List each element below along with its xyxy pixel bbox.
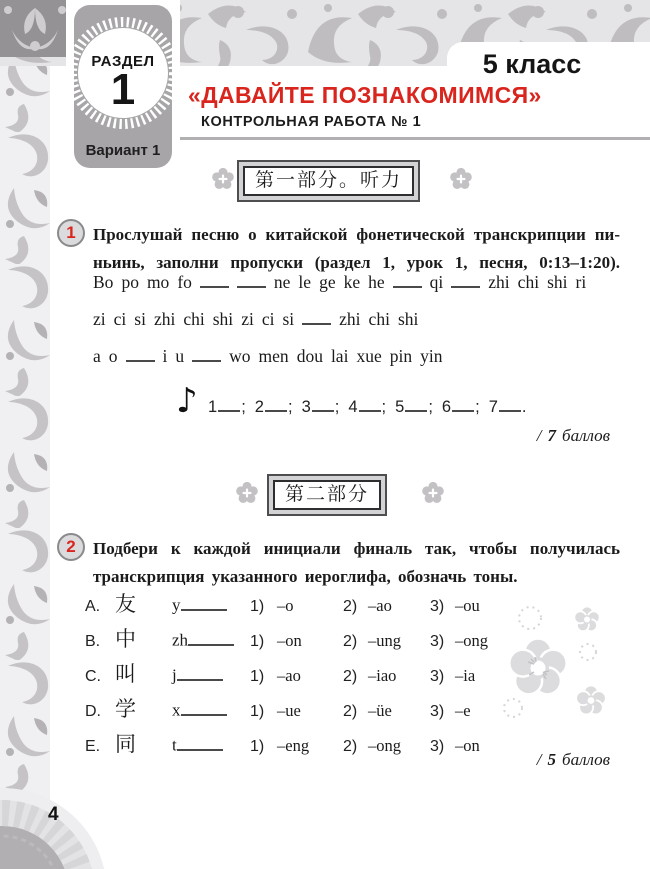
answer-number: 1	[208, 398, 218, 417]
answer-blank	[499, 397, 521, 412]
answer-slot	[489, 398, 527, 416]
pinyin-syllable: shi	[397, 309, 419, 329]
initial-text: y	[172, 596, 181, 615]
answer-number: 2	[254, 398, 264, 417]
exercise1-task	[93, 221, 620, 276]
pinyin-blank	[302, 309, 331, 325]
option-final: –on	[277, 631, 302, 650]
variant-label: Вариант 1	[85, 142, 161, 159]
option-final: –ong	[368, 736, 401, 755]
answer-slot	[442, 398, 480, 416]
pinyin-line	[93, 272, 633, 294]
pinyin-syllable: he	[368, 272, 385, 292]
answer-slot	[348, 398, 386, 416]
pinyin-block	[93, 272, 633, 383]
pinyin-blank	[126, 346, 155, 362]
initial-blank	[181, 700, 227, 716]
pinyin-syllable: ci	[261, 309, 275, 329]
part1-title: 第一部分。听力	[243, 166, 414, 196]
option-number: 1)	[250, 703, 265, 720]
row-initial	[172, 630, 250, 651]
answer-slot	[255, 398, 293, 416]
pinyin-syllable: shi	[547, 272, 568, 292]
row-letter: D.	[85, 703, 101, 720]
answer-slot	[208, 398, 246, 416]
pinyin-syllable: yin	[420, 346, 443, 366]
initial-blank	[188, 630, 234, 646]
section-label: РАЗДЕЛ	[91, 53, 155, 70]
option-final: –on	[455, 736, 480, 755]
initial-blank	[181, 595, 227, 611]
answer-number: 7	[488, 398, 498, 417]
option-final: –iao	[368, 666, 397, 685]
row-letter: C.	[85, 668, 101, 685]
answer-slot	[395, 398, 433, 416]
section-badge	[66, 0, 180, 177]
page-number: 4	[48, 804, 59, 825]
exercise1-number: 1	[57, 219, 85, 247]
score-value: 7	[547, 426, 557, 445]
task-text-line: ньинь, заполни пропуски (раздел 1, урок 1, песня, 0:13–1:20).	[93, 252, 620, 272]
dark-corner-decor	[0, 0, 70, 57]
pinyin-syllable: le	[298, 272, 312, 292]
answer-blank	[452, 397, 474, 412]
pinyin-syllable: ne	[273, 272, 291, 292]
answer-number: 6	[441, 398, 452, 417]
blossom-icon	[422, 482, 444, 504]
answer-number: 3	[301, 398, 311, 417]
pinyin-syllable: o	[108, 346, 118, 366]
blossom-icon	[212, 168, 234, 190]
pinyin-syllable: qi	[429, 272, 444, 292]
matching-table	[85, 588, 515, 756]
option-final: –eng	[277, 736, 310, 755]
answer-separator: ;	[428, 398, 433, 417]
option-final: –ia	[455, 666, 476, 685]
pinyin-syllable: ci	[113, 309, 127, 329]
option-number: 2)	[343, 703, 358, 720]
option-final: –ao	[277, 666, 301, 685]
pinyin-blank	[200, 272, 229, 288]
row-hanzi: 中	[115, 627, 136, 651]
pinyin-syllable: shi	[212, 309, 234, 329]
option-number: 1)	[250, 668, 265, 685]
pinyin-syllable: zhi	[488, 272, 510, 292]
pinyin-syllable: po	[121, 272, 139, 292]
answer-blank	[359, 397, 381, 412]
option-final: –ong	[455, 631, 488, 650]
answer-separator: ;	[381, 398, 387, 417]
answer-separator: ;	[241, 398, 246, 417]
answer-separator: ;	[475, 398, 480, 417]
pinyin-syllable: si	[282, 309, 295, 329]
option-number: 3)	[430, 738, 445, 755]
option-number: 2)	[343, 598, 358, 615]
option-number: 3)	[430, 598, 445, 615]
row-initial	[172, 665, 250, 686]
answer-separator: .	[521, 398, 527, 417]
answer-blank	[312, 397, 334, 412]
pinyin-syllable: zi	[93, 309, 106, 329]
row-letter: E.	[85, 738, 101, 755]
answer-number: 4	[348, 398, 358, 417]
pinyin-syllable: ke	[343, 272, 361, 292]
part1-score	[537, 426, 610, 446]
row-initial	[172, 700, 250, 721]
pinyin-syllable: chi	[517, 272, 540, 292]
initial-text: t	[172, 736, 177, 755]
option-number: 1)	[250, 598, 265, 615]
pinyin-syllable: ge	[319, 272, 336, 292]
option-final: –e	[455, 701, 471, 720]
answer-separator: ;	[287, 398, 293, 417]
pinyin-syllable: chi	[368, 309, 390, 329]
option-final: –üe	[368, 701, 392, 720]
exercise2-number: 2	[57, 533, 85, 561]
part2-score	[537, 750, 610, 770]
option-number: 1)	[250, 633, 265, 650]
blossom-icon	[236, 482, 258, 504]
option-final: –ao	[368, 596, 392, 615]
option-final: –ung	[368, 631, 401, 650]
row-initial	[172, 735, 250, 756]
answer-slot	[302, 398, 340, 416]
pinyin-syllable: zhi	[153, 309, 176, 329]
fan-corner-decor	[0, 745, 160, 869]
pinyin-syllable: men	[258, 346, 289, 366]
pinyin-syllable: wo	[229, 346, 251, 366]
section-ring-icon	[63, 13, 183, 133]
answer-blank	[265, 397, 287, 412]
answer-line-items	[208, 397, 535, 417]
pinyin-syllable: u	[175, 346, 185, 366]
pinyin-syllable: si	[134, 309, 146, 329]
pinyin-line	[93, 309, 633, 331]
pinyin-syllable: chi	[183, 309, 205, 329]
pinyin-syllable: fo	[177, 272, 192, 292]
task-text-line: Прослушай песню о китайской фонетической транскрипции пи-	[93, 225, 620, 244]
score-value: 5	[547, 750, 557, 769]
row-hanzi: 友	[115, 592, 136, 616]
option-number: 2)	[343, 668, 358, 685]
initial-text: j	[172, 666, 177, 685]
pinyin-syllable: dou	[296, 346, 323, 366]
answer-blank	[405, 397, 427, 412]
pinyin-syllable: pin	[389, 346, 413, 366]
row-letter: B.	[85, 633, 101, 650]
task-text-line: Подбери к каждой инициали финаль так, чтобы получилась	[93, 539, 620, 558]
score-unit: баллов	[562, 426, 610, 445]
damask-strip-decor	[0, 0, 50, 869]
pinyin-syllable: Bo	[93, 272, 114, 292]
pinyin-syllable: ri	[575, 272, 587, 292]
initial-text: x	[172, 701, 181, 720]
section-badge-tab	[74, 5, 172, 168]
answer-separator: ;	[334, 398, 340, 417]
pinyin-syllable: mo	[146, 272, 170, 292]
pinyin-line	[93, 346, 633, 368]
option-final: –ou	[455, 596, 480, 615]
row-hanzi: 叫	[115, 662, 136, 686]
row-letter: A.	[85, 598, 101, 615]
option-final: –o	[277, 596, 294, 615]
pinyin-syllable: a	[93, 346, 101, 366]
option-final: –ue	[277, 701, 301, 720]
pinyin-blank	[451, 272, 480, 288]
row-hanzi: 学	[115, 697, 136, 721]
option-number: 3)	[430, 633, 445, 650]
pinyin-blank	[393, 272, 422, 288]
blossom-icon	[450, 168, 472, 190]
score-slash: /	[536, 750, 542, 769]
header-divider	[180, 137, 650, 140]
option-number: 3)	[430, 703, 445, 720]
row-hanzi: 同	[115, 732, 136, 756]
option-number: 2)	[343, 633, 358, 650]
page-title: «ДАВАЙТЕ ПОЗНАКОМИМСЯ»	[188, 82, 542, 108]
part2-title-box	[267, 474, 387, 516]
music-note-icon: ♪	[176, 381, 198, 421]
answer-number: 5	[395, 398, 405, 417]
initial-blank	[177, 735, 223, 751]
score-unit: баллов	[562, 750, 610, 769]
pinyin-syllable: zhi	[339, 309, 361, 329]
option-number: 2)	[343, 738, 358, 755]
page-subtitle: КОНТРОЛЬНАЯ РАБОТА № 1	[201, 114, 422, 130]
pinyin-blank	[237, 272, 266, 288]
pinyin-syllable: lai	[330, 346, 349, 366]
grade-label: 5 класс	[482, 49, 582, 79]
answer-blank	[218, 397, 240, 412]
part2-title: 第二部分	[273, 480, 381, 510]
pinyin-syllable: zi	[241, 309, 254, 329]
option-number: 1)	[250, 738, 265, 755]
score-slash: /	[536, 426, 542, 445]
pinyin-syllable: i	[162, 346, 168, 366]
exercise2-task	[93, 535, 620, 590]
blossom-cluster-decor	[495, 595, 635, 730]
task-text-line: транскрипция указанного иероглифа, обозначь тоны.	[93, 566, 518, 586]
initial-text: zh	[172, 631, 189, 650]
initial-blank	[177, 665, 223, 681]
pinyin-syllable: xue	[356, 346, 382, 366]
part1-title-box	[237, 160, 420, 202]
section-number: 1	[110, 65, 136, 114]
pinyin-blank	[192, 346, 221, 362]
row-initial	[172, 595, 250, 616]
option-number: 3)	[430, 668, 445, 685]
